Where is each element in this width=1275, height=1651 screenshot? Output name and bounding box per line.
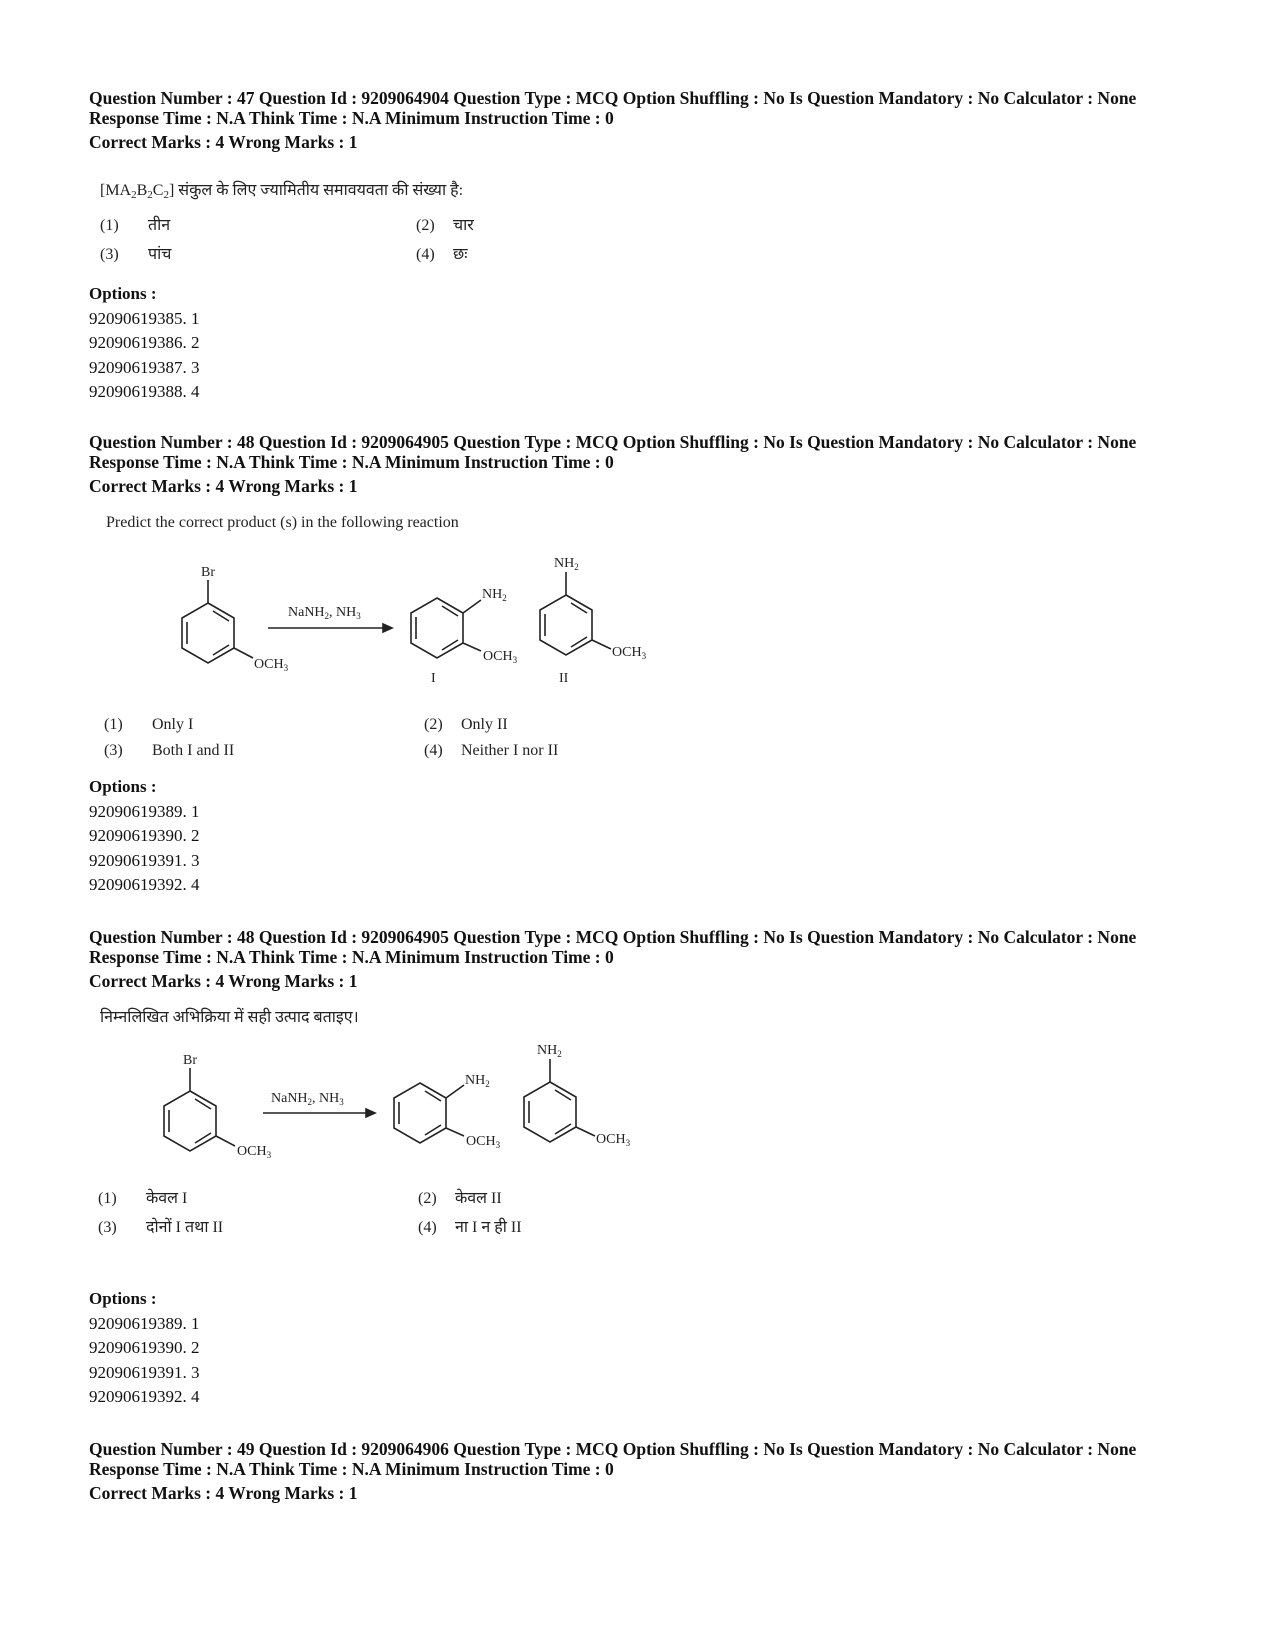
- choice-text: Both I and II: [152, 742, 235, 759]
- choice-4: [418, 1215, 522, 1237]
- option-item: 92090619388. 4: [89, 382, 200, 401]
- reagent-label: NaNH$_2$, $NH_3$: [288, 605, 361, 621]
- label-br: Br: [183, 1053, 197, 1068]
- option-item: 92090619387. 3: [89, 357, 200, 377]
- choice-number: (3): [104, 742, 123, 759]
- question-48-hindi-options: [89, 1287, 200, 1410]
- choice-1: [104, 716, 193, 734]
- choice-text: पांच: [148, 246, 172, 263]
- choice-number: (3): [100, 246, 119, 263]
- product-label-2: II: [559, 671, 569, 686]
- choice-text: केवल I: [146, 1190, 188, 1207]
- choice-text: ना I न ही II: [455, 1219, 522, 1236]
- choice-number: (4): [424, 742, 443, 759]
- benzene-ring-product-1: [411, 598, 463, 658]
- choice-text: Neither I nor II: [461, 742, 559, 759]
- question-stem: निम्नलिखित अभिक्रिया में सही उत्पाद बताइए।: [100, 1009, 359, 1026]
- benzene-ring-reactant: [164, 1091, 216, 1151]
- label-nh2: $NH_2$: [465, 1073, 490, 1089]
- formula-part: [MA: [100, 182, 132, 199]
- question-48-options: [89, 775, 200, 898]
- options-heading: Options :: [89, 1289, 157, 1308]
- choice-4: [424, 742, 558, 760]
- label-och3: $OCH_3$: [466, 1134, 501, 1150]
- choice-3: [100, 242, 171, 264]
- choice-number: (1): [104, 716, 123, 733]
- label-och3: $OCH_3$: [612, 645, 647, 661]
- choice-2: [418, 1186, 502, 1208]
- label-br: Br: [201, 565, 215, 580]
- question-timing-line: Response Time : N.A Think Time : N.A Minimum Instruction Time : 0: [89, 1459, 614, 1479]
- benzene-ring-product-2: [540, 595, 592, 655]
- option-item: 92090619392. 4: [89, 1387, 200, 1406]
- label-och3: $OCH_3$: [483, 649, 518, 665]
- question-marks-line: Correct Marks : 4 Wrong Marks : 1: [89, 1483, 358, 1503]
- question-48-header: [89, 432, 1136, 496]
- options-heading: Options :: [89, 777, 157, 796]
- choice-4: [416, 242, 467, 264]
- choice-number: (1): [98, 1190, 117, 1207]
- choice-number: (2): [418, 1190, 437, 1207]
- choice-number: (2): [416, 217, 435, 234]
- question-meta-line: Question Number : 48 Question Id : 9209064905 Question Type : MCQ Option Shuffling : No Is Question Mandatory : No Calculator : None: [89, 432, 1137, 452]
- benzene-ring-product-2: [524, 1082, 576, 1142]
- choice-2: [424, 716, 508, 734]
- choice-number: (1): [100, 217, 119, 234]
- choice-3: [104, 742, 234, 760]
- label-nh2: $NH_2$: [537, 1043, 562, 1059]
- question-meta-line: Question Number : 48 Question Id : 9209064905 Question Type : MCQ Option Shuffling : No Is Question Mandatory : No Calculator : None: [89, 927, 1137, 947]
- choice-text: Only II: [461, 716, 508, 733]
- formula-part: C: [152, 182, 164, 199]
- bond-och3: [234, 648, 253, 658]
- option-item: 92090619390. 2: [89, 1338, 200, 1357]
- options-heading: Options :: [89, 284, 157, 303]
- question-48-stem: [106, 514, 459, 532]
- answer-choices: [100, 201, 474, 271]
- label-nh2: $NH_2$: [554, 556, 579, 572]
- choice-3: [98, 1215, 223, 1237]
- question-stem: [100, 178, 463, 201]
- choice-number: (4): [418, 1219, 437, 1236]
- question-stem: Predict the correct product (s) in the following reaction: [106, 514, 459, 531]
- choice-text: केवल II: [455, 1190, 502, 1207]
- formula-subscript: 2: [163, 189, 169, 201]
- option-item: 92090619392. 4: [89, 875, 200, 894]
- choice-text: Only I: [152, 716, 194, 733]
- option-item: 92090619391. 3: [89, 1362, 200, 1382]
- choice-text: चार: [453, 217, 474, 234]
- question-marks-line: Correct Marks : 4 Wrong Marks : 1: [89, 971, 358, 991]
- benzene-ring-product-1: [394, 1083, 446, 1143]
- question-49-header: [89, 1439, 1136, 1503]
- reagent-label: NaNH$_2$, $NH_3$: [271, 1091, 344, 1107]
- question-47-header: [89, 88, 1136, 152]
- option-item: 92090619386. 2: [89, 333, 200, 352]
- product-label-1: I: [431, 671, 436, 686]
- label-och3: $OCH_3$: [237, 1144, 272, 1160]
- question-47-body: [100, 178, 474, 271]
- option-item: 92090619389. 1: [89, 801, 200, 821]
- benzene-ring-reactant: [182, 603, 234, 663]
- question-48-hindi-header: [89, 927, 1136, 991]
- formula-part: ]: [168, 182, 175, 199]
- choice-1: [98, 1186, 187, 1208]
- formula-subscript: 2: [147, 189, 153, 201]
- option-item: 92090619389. 1: [89, 1313, 200, 1333]
- question-meta-line: Question Number : 49 Question Id : 9209064906 Question Type : MCQ Option Shuffling : No Is Question Mandatory : No Calculator : None: [89, 1439, 1137, 1459]
- formula-subscript: 2: [131, 189, 137, 201]
- reaction-diagram: [0, 1035, 700, 1165]
- choice-text: छः: [453, 246, 468, 263]
- option-item: 92090619385. 1: [89, 308, 200, 328]
- question-timing-line: Response Time : N.A Think Time : N.A Minimum Instruction Time : 0: [89, 108, 614, 128]
- choice-1: [100, 213, 170, 235]
- question-meta-line: Question Number : 47 Question Id : 9209064904 Question Type : MCQ Option Shuffling : No Is Question Mandatory : No Calculator : None: [89, 88, 1137, 108]
- choice-text: तीन: [148, 217, 171, 234]
- choice-text: दोनों I तथा II: [146, 1219, 224, 1236]
- question-marks-line: Correct Marks : 4 Wrong Marks : 1: [89, 476, 358, 496]
- choice-2: [416, 213, 474, 235]
- question-marks-line: Correct Marks : 4 Wrong Marks : 1: [89, 132, 358, 152]
- formula-part: B: [136, 182, 148, 199]
- option-item: 92090619391. 3: [89, 850, 200, 870]
- reaction-diagram: [0, 545, 700, 695]
- choice-number: (2): [424, 716, 443, 733]
- question-timing-line: Response Time : N.A Think Time : N.A Minimum Instruction Time : 0: [89, 452, 614, 472]
- choice-number: (4): [416, 246, 435, 263]
- stem-text: संकुल के लिए ज्यामितीय समावयवता की संख्या है:: [174, 182, 464, 199]
- question-47-options: [89, 282, 200, 405]
- option-item: 92090619390. 2: [89, 826, 200, 845]
- question-timing-line: Response Time : N.A Think Time : N.A Minimum Instruction Time : 0: [89, 947, 614, 967]
- question-48-hindi-stem: [100, 1005, 359, 1027]
- choice-number: (3): [98, 1219, 117, 1236]
- label-och3: $OCH_3$: [254, 657, 289, 673]
- label-och3: $OCH_3$: [596, 1132, 631, 1148]
- label-nh2: $NH_2$: [482, 587, 507, 603]
